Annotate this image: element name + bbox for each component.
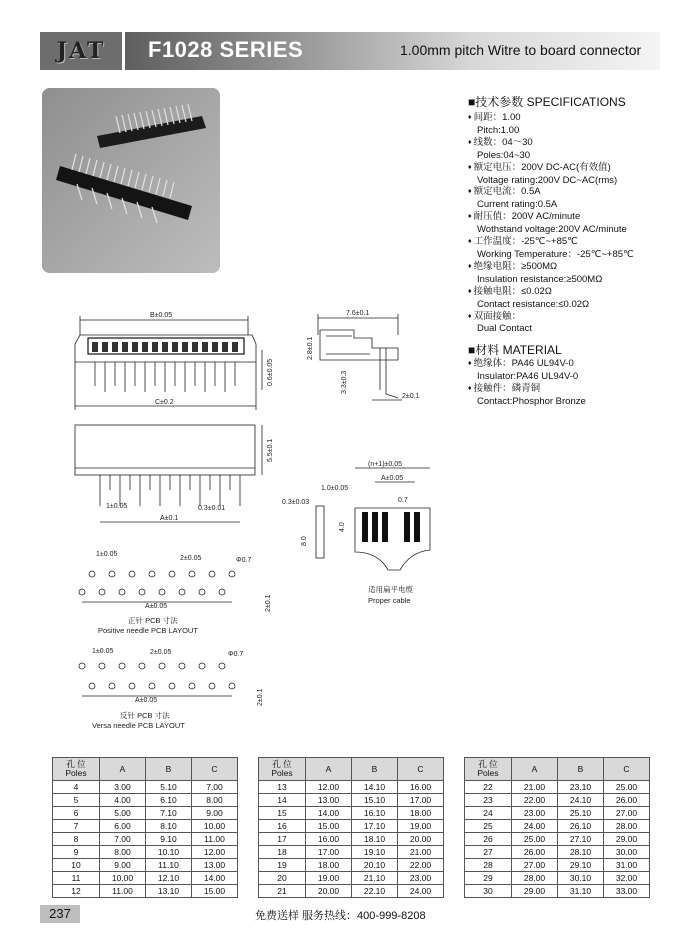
cell-poles: 8 [53, 833, 100, 846]
pcb-rev-1: 1±0.05 [92, 648, 114, 655]
cell-poles: 22 [465, 781, 512, 794]
spec-temperature-cn: ♦ 工作温度：-25℃~+85℃ [468, 236, 634, 249]
table-row [465, 833, 650, 846]
spec-insulation-cn: ♦ 绝缘电阻：≥500MΩ [468, 261, 634, 274]
cell-b: 20.10 [352, 859, 398, 872]
cell-b: 15.10 [352, 794, 398, 807]
cell-b: 12.10 [146, 872, 192, 885]
cell-b: 11.10 [146, 859, 192, 872]
table-row [259, 833, 444, 846]
connector-photo-illustration [42, 88, 220, 273]
cell-a: 17.00 [306, 846, 352, 859]
cell-c: 9.00 [192, 807, 238, 820]
positive-pcb-layout [79, 551, 272, 635]
cell-c: 16.00 [398, 781, 444, 794]
material-contact-en: Contact:Phosphor Bronze [477, 395, 586, 407]
spec-contact-res-en: Contact resistance:≤0.02Ω [477, 298, 590, 310]
cell-b: 31.10 [558, 885, 604, 898]
technical-drawings [0, 290, 460, 750]
cell-poles: 13 [259, 781, 306, 794]
table-row [53, 820, 238, 833]
cell-b: 18.10 [352, 833, 398, 846]
pcb-pos-a: A±0.05 [145, 603, 168, 610]
cell-b: 19.10 [352, 846, 398, 859]
header-poles [53, 758, 100, 781]
cell-c: 15.00 [192, 885, 238, 898]
cable-label-cn: 适用扁平电缆 [368, 585, 413, 594]
table-row [465, 846, 650, 859]
cell-a: 13.00 [306, 794, 352, 807]
cell-c: 31.00 [604, 859, 650, 872]
table-row [259, 859, 444, 872]
table-row [259, 846, 444, 859]
cell-c: 27.00 [604, 807, 650, 820]
cell-b: 9.10 [146, 833, 192, 846]
cell-c: 18.00 [398, 807, 444, 820]
table-row [465, 807, 650, 820]
pcb-rev-a: A±0.05 [135, 697, 158, 704]
table-row [53, 833, 238, 846]
cell-b: 6.10 [146, 794, 192, 807]
cell-b: 28.10 [558, 846, 604, 859]
cell-b: 14.10 [352, 781, 398, 794]
cell-c: 24.00 [398, 885, 444, 898]
cell-poles: 28 [465, 859, 512, 872]
spec-current-cn: ♦ 额定电流：0.5A [468, 186, 634, 199]
pcb-rev-2v: 2±0.1 [257, 688, 264, 706]
header-poles [465, 758, 512, 781]
table-row [53, 781, 238, 794]
spec-pitch-en: Pitch:1.00 [477, 124, 520, 136]
dim-cable-1: 1.0±0.05 [321, 485, 349, 492]
cell-poles: 15 [259, 807, 306, 820]
cell-c: 7.00 [192, 781, 238, 794]
cell-c: 23.00 [398, 872, 444, 885]
header-c: C [192, 758, 238, 781]
table-header-row [259, 758, 444, 781]
cell-c: 25.00 [604, 781, 650, 794]
cell-a: 22.00 [512, 794, 558, 807]
cell-a: 7.00 [100, 833, 146, 846]
table-row [465, 872, 650, 885]
cell-b: 8.10 [146, 820, 192, 833]
cell-b: 30.10 [558, 872, 604, 885]
table-row [53, 872, 238, 885]
dim-bottom-a: A±0.1 [160, 515, 179, 522]
cell-c: 30.00 [604, 846, 650, 859]
cell-a: 19.00 [306, 872, 352, 885]
cell-b: 21.10 [352, 872, 398, 885]
cell-a: 26.00 [512, 846, 558, 859]
header-poles [259, 758, 306, 781]
cell-poles: 30 [465, 885, 512, 898]
pcb-pos-phi: Φ0.7 [236, 557, 252, 564]
spec-poles-en: Poles:04~30 [477, 149, 531, 161]
table-row [259, 781, 444, 794]
cell-c: 12.00 [192, 846, 238, 859]
dim-cable-a: A±0.05 [381, 475, 404, 482]
spec-temperature-en: Working Temperature：-25℃~+85℃ [477, 248, 634, 260]
dim-side-33: 3.3±0.3 [341, 370, 348, 394]
cell-poles: 19 [259, 859, 306, 872]
table-header-row [465, 758, 650, 781]
pcb-pos-1: 1±0.05 [96, 551, 118, 558]
header-poles-cn: 孔 位 [272, 759, 292, 769]
cell-a: 23.00 [512, 807, 558, 820]
material-title: ■材料 MATERIAL [468, 343, 562, 357]
table-row [53, 794, 238, 807]
dim-side-28: 2.8±0.1 [307, 336, 314, 360]
cell-b: 25.10 [558, 807, 604, 820]
table-row [53, 807, 238, 820]
footer-hotline: 免费送样 服务热线：400-999-8208 [255, 910, 426, 922]
cell-a: 11.00 [100, 885, 146, 898]
cell-poles: 16 [259, 820, 306, 833]
table-row [465, 781, 650, 794]
cell-c: 11.00 [192, 833, 238, 846]
cell-a: 21.00 [512, 781, 558, 794]
table-row [465, 820, 650, 833]
header-c: C [604, 758, 650, 781]
pcb-pos-caption-cn: 正针 PCB 寸法 [128, 616, 178, 625]
cell-b: 17.10 [352, 820, 398, 833]
pcb-rev-phi: Φ0.7 [228, 651, 244, 658]
cell-a: 8.00 [100, 846, 146, 859]
cell-b: 22.10 [352, 885, 398, 898]
header-c: C [398, 758, 444, 781]
cell-b: 24.10 [558, 794, 604, 807]
spec-contact-res-cn: ♦ 接触电阻：≤0.02Ω [468, 286, 634, 299]
cell-poles: 5 [53, 794, 100, 807]
cell-a: 10.00 [100, 872, 146, 885]
header-a: A [512, 758, 558, 781]
cell-c: 22.00 [398, 859, 444, 872]
pcb-rev-2: 2±0.05 [150, 649, 172, 656]
cell-a: 28.00 [512, 872, 558, 885]
cell-c: 26.00 [604, 794, 650, 807]
header-b: B [558, 758, 604, 781]
cell-a: 29.00 [512, 885, 558, 898]
table-row [465, 794, 650, 807]
cell-poles: 21 [259, 885, 306, 898]
cell-a: 4.00 [100, 794, 146, 807]
cell-c: 8.00 [192, 794, 238, 807]
cell-b: 5.10 [146, 781, 192, 794]
cell-c: 29.00 [604, 833, 650, 846]
cell-c: 20.00 [398, 833, 444, 846]
cell-a: 27.00 [512, 859, 558, 872]
table-row [259, 807, 444, 820]
header-poles-cn: 孔 位 [66, 759, 86, 769]
header-poles-en: Poles [477, 768, 499, 778]
cell-c: 33.00 [604, 885, 650, 898]
brand-logo [40, 32, 125, 70]
material-insulator-cn: ♦ 绝缘体：PA46 UL94V-0 [468, 358, 586, 371]
cell-poles: 12 [53, 885, 100, 898]
dimension-table-3 [464, 757, 650, 898]
header-poles-cn: 孔 位 [478, 759, 498, 769]
material-list [468, 358, 586, 408]
cell-a: 6.00 [100, 820, 146, 833]
front-view-drawing [75, 312, 274, 410]
table-row [465, 885, 650, 898]
cell-a: 9.00 [100, 859, 146, 872]
cell-b: 23.10 [558, 781, 604, 794]
dim-c: C±0.2 [155, 399, 174, 406]
table-row [259, 794, 444, 807]
product-photo [42, 88, 220, 273]
dim-cable-4: 4.0 [339, 522, 346, 532]
spec-insulation-en: Insulation resistance:≥500MΩ [477, 273, 603, 285]
header-b: B [146, 758, 192, 781]
header-b: B [352, 758, 398, 781]
cell-poles: 6 [53, 807, 100, 820]
cell-a: 12.00 [306, 781, 352, 794]
cell-poles: 14 [259, 794, 306, 807]
dim-cable-n1: (n+1)±0.05 [368, 461, 403, 468]
cell-c: 13.00 [192, 859, 238, 872]
spec-voltage-cn: ♦ 额定电压：200V DC-AC(有效值) [468, 162, 634, 175]
cable-label-en: Proper cable [368, 596, 411, 605]
dim-cable-8: 8.0 [301, 536, 308, 546]
cell-a: 15.00 [306, 820, 352, 833]
cell-poles: 26 [465, 833, 512, 846]
series-title: F1028 SERIES [148, 37, 304, 62]
cell-a: 25.00 [512, 833, 558, 846]
cell-poles: 10 [53, 859, 100, 872]
cell-c: 14.00 [192, 872, 238, 885]
header-a: A [100, 758, 146, 781]
spec-dual-cn: ♦ 双面接触： [468, 311, 634, 324]
dim-bottom-03: 0.3±0.01 [198, 505, 226, 512]
cell-poles: 9 [53, 846, 100, 859]
cell-c: 21.00 [398, 846, 444, 859]
pcb-pos-2v: 2±0.1 [265, 594, 272, 612]
pcb-pos-2: 2±0.05 [180, 555, 202, 562]
spec-pitch-cn: ♦ 间距：1.00 [468, 112, 634, 125]
dim-cable-03: 0.3±0.03 [282, 499, 310, 506]
cell-poles: 24 [465, 807, 512, 820]
spec-withstand-en: Wothstand voltage:200V AC/minute [477, 224, 627, 236]
cell-poles: 7 [53, 820, 100, 833]
cell-poles: 23 [465, 794, 512, 807]
cell-poles: 25 [465, 820, 512, 833]
cell-b: 29.10 [558, 859, 604, 872]
dim-cable-07: 0.7 [398, 497, 408, 504]
logo-text: JAT [56, 38, 106, 64]
spec-withstand-cn: ♦ 耐压值：200V AC/minute [468, 211, 634, 224]
pcb-rev-caption-cn: 反针 PCB 寸法 [120, 711, 170, 720]
cell-poles: 20 [259, 872, 306, 885]
cell-c: 17.00 [398, 794, 444, 807]
cell-b: 26.10 [558, 820, 604, 833]
page-number: 237 [40, 905, 80, 923]
table-row [259, 820, 444, 833]
dimension-table-1 [52, 757, 238, 898]
spec-current-en: Current rating:0.5A [477, 199, 558, 211]
cell-c: 19.00 [398, 820, 444, 833]
cell-poles: 11 [53, 872, 100, 885]
cell-a: 3.00 [100, 781, 146, 794]
cell-c: 28.00 [604, 820, 650, 833]
dim-b: B±0.05 [150, 312, 173, 319]
specifications-title: ■技术参数 SPECIFICATIONS [468, 95, 626, 109]
pcb-pos-caption-en: Positive needle PCB LAYOUT [98, 626, 198, 635]
dim-height-55: 5.5±0.1 [267, 438, 274, 462]
cable-drawing [282, 461, 430, 605]
cell-poles: 27 [465, 846, 512, 859]
side-view-drawing [307, 310, 420, 400]
cell-b: 7.10 [146, 807, 192, 820]
cell-poles: 17 [259, 833, 306, 846]
cell-poles: 18 [259, 846, 306, 859]
cell-a: 24.00 [512, 820, 558, 833]
cell-b: 13.10 [146, 885, 192, 898]
spec-dual-en: Dual Contact [477, 323, 532, 335]
cell-b: 10.10 [146, 846, 192, 859]
specifications-list [468, 112, 634, 335]
header-poles-en: Poles [65, 768, 87, 778]
table-header-row [53, 758, 238, 781]
table-row [465, 859, 650, 872]
dim-side-width: 7.6±0.1 [346, 310, 370, 317]
dim-side-2: 2±0.1 [402, 393, 420, 400]
cell-a: 14.00 [306, 807, 352, 820]
cell-poles: 29 [465, 872, 512, 885]
table-row [259, 885, 444, 898]
spec-voltage-en: Voltage rating:200V DC~AC(rms) [477, 174, 618, 186]
material-insulator-en: Insulator:PA46 UL94V-0 [477, 370, 579, 382]
series-description: 1.00mm pitch Witre to board connector [400, 42, 642, 58]
header-poles-en: Poles [271, 768, 293, 778]
cell-b: 16.10 [352, 807, 398, 820]
cell-c: 10.00 [192, 820, 238, 833]
cell-a: 18.00 [306, 859, 352, 872]
header-a: A [306, 758, 352, 781]
table-row [259, 872, 444, 885]
cell-a: 5.00 [100, 807, 146, 820]
dim-bottom-1: 1±0.05 [106, 503, 128, 510]
table-row [53, 859, 238, 872]
table-row [53, 885, 238, 898]
cell-c: 32.00 [604, 872, 650, 885]
bottom-view-drawing [75, 425, 274, 522]
material-contact-cn: ♦ 接触件：磷青铜 [468, 383, 586, 396]
pcb-rev-caption-en: Versa needle PCB LAYOUT [92, 721, 185, 730]
reverse-pcb-layout [79, 648, 264, 730]
table-row [53, 846, 238, 859]
cell-b: 27.10 [558, 833, 604, 846]
dimension-table-2 [258, 757, 444, 898]
cell-poles: 4 [53, 781, 100, 794]
cell-a: 16.00 [306, 833, 352, 846]
spec-poles-cn: ♦ 线数：04～30 [468, 137, 634, 150]
dim-height-06: 0.6±0.05 [267, 358, 274, 386]
cell-a: 20.00 [306, 885, 352, 898]
